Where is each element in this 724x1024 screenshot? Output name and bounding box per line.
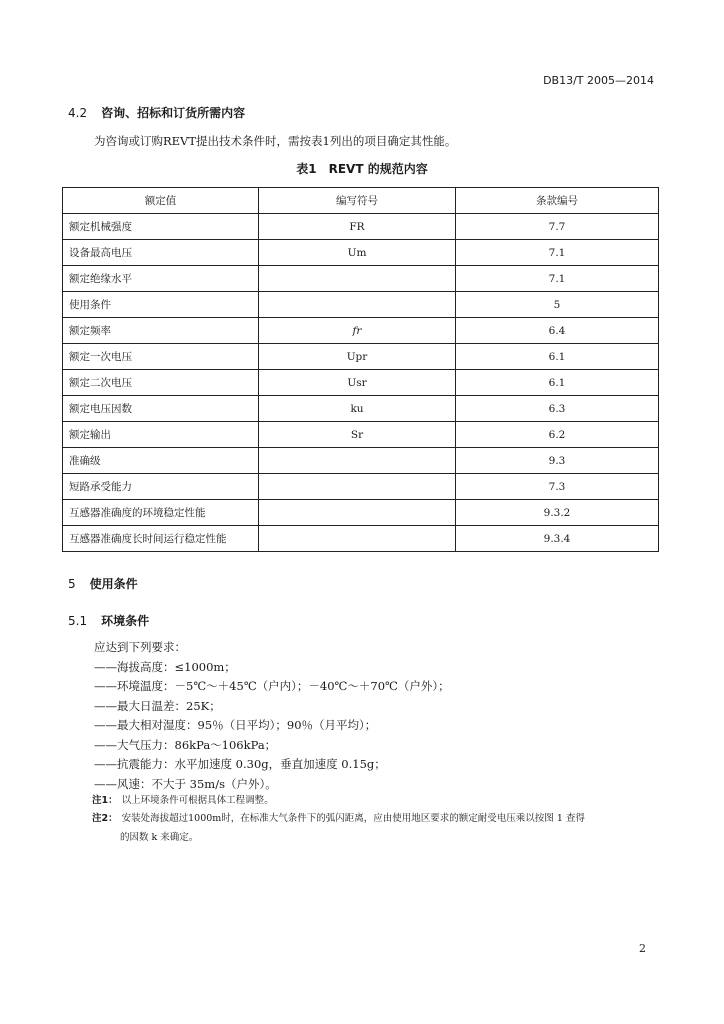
note-1 (92, 791, 647, 810)
list-item: ——风速：不大于 35m/s（户外）。 (94, 776, 277, 791)
table-caption: 表1 REVT 的规范内容 (296, 162, 428, 176)
document-id: DB13/T 2005—2014 (543, 74, 654, 87)
list-item: ——最大日温差：25K； (94, 698, 221, 713)
table-row (63, 526, 659, 552)
table-cell: 6.3 (456, 396, 659, 422)
table-row (63, 474, 659, 500)
table-cell: 额定机械强度 (63, 214, 259, 240)
table-cell: Upr (259, 344, 456, 370)
spec-table (62, 187, 659, 552)
section-5-1-heading (68, 612, 149, 629)
note-2 (92, 809, 647, 847)
table-cell: ku (259, 396, 456, 422)
section-title: 使用条件 (89, 577, 138, 591)
section-number: 4.2 (68, 106, 88, 120)
section-4-2-paragraph: 为咨询或订购REVT提出技术条件时，需按表1列出的项目确定其性能。 (94, 134, 457, 148)
table-cell: Usr (259, 370, 456, 396)
table-cell (259, 526, 456, 552)
list-item: ——海拔高度：≤1000m； (94, 659, 236, 674)
table-cell: 9.3 (456, 448, 659, 474)
table-cell: 互感器准确度长时间运行稳定性能 (63, 526, 259, 552)
table-row (63, 240, 659, 266)
table-cell: FR (259, 214, 456, 240)
table-row (63, 500, 659, 526)
note-text: 以上环境条件可根据具体工程调整。 (121, 795, 274, 806)
table-cell: 设备最高电压 (63, 240, 259, 266)
note-label: 注1： (92, 795, 118, 806)
column-header: 额定值 (63, 188, 259, 214)
table-cell (259, 474, 456, 500)
list-item: ——大气压力：86kPa～106kPa； (94, 737, 277, 752)
section-number: 5.1 (68, 614, 88, 628)
table-cell: 6.2 (456, 422, 659, 448)
table-cell: fr (259, 318, 456, 344)
table-cell: 5 (456, 292, 659, 318)
requirements-intro: 应达到下列要求： (94, 640, 186, 654)
note-text: 安装处海拔超过1000m时，在标准大气条件下的弧闪距离，应由使用地区要求的额定耐受电压乘以按图 1 查得 (121, 813, 585, 824)
table-cell: 额定输出 (63, 422, 259, 448)
table-cell: 互感器准确度的环境稳定性能 (63, 500, 259, 526)
table-cell: 7.7 (456, 214, 659, 240)
table-cell: 7.1 (456, 266, 659, 292)
note-label: 注2： (92, 813, 118, 824)
table-header-row (63, 188, 659, 214)
table-cell: 6.1 (456, 370, 659, 396)
list-item: ——环境温度：－5℃～＋45℃（户内）；－40℃～＋70℃（户外）； (94, 679, 450, 693)
table-row (63, 292, 659, 318)
table-cell: 额定一次电压 (63, 344, 259, 370)
table-cell: 额定绝缘水平 (63, 266, 259, 292)
column-header: 编写符号 (259, 188, 456, 214)
table-cell: 6.1 (456, 344, 659, 370)
table-row (63, 344, 659, 370)
table-cell: 7.1 (456, 240, 659, 266)
table-row (63, 422, 659, 448)
section-title: 环境条件 (101, 614, 150, 628)
section-title: 咨询、招标和订货所需内容 (101, 106, 246, 120)
section-number: 5 (68, 577, 76, 591)
table-row (63, 214, 659, 240)
table-cell: 额定频率 (63, 318, 259, 344)
table-cell: Sr (259, 422, 456, 448)
table-cell: 额定电压因数 (63, 396, 259, 422)
requirements-list (94, 638, 450, 794)
section-4-2-heading (68, 104, 245, 121)
table-cell: 6.4 (456, 318, 659, 344)
table-row (63, 266, 659, 292)
table-cell (259, 500, 456, 526)
table-cell: 额定二次电压 (63, 370, 259, 396)
table-cell: 准确级 (63, 448, 259, 474)
page-number: 2 (639, 942, 646, 955)
table-cell: 9.3.2 (456, 500, 659, 526)
table-row (63, 396, 659, 422)
table-row (63, 370, 659, 396)
table-cell (259, 292, 456, 318)
table-cell: 使用条件 (63, 292, 259, 318)
list-item: ——最大相对湿度：95％（日平均）；90％（月平均）； (94, 718, 377, 732)
table-cell: 短路承受能力 (63, 474, 259, 500)
table-row (63, 318, 659, 344)
list-item: ——抗震能力：水平加速度 0.30g，垂直加速度 0.15g； (94, 757, 386, 771)
table-row (63, 448, 659, 474)
note-text-continued: 的因数 k 来确定。 (120, 832, 199, 843)
table-cell: 9.3.4 (456, 526, 659, 552)
column-header: 条款编号 (456, 188, 659, 214)
table-cell (259, 266, 456, 292)
table-cell: Um (259, 240, 456, 266)
table-cell (259, 448, 456, 474)
table-cell: 7.3 (456, 474, 659, 500)
section-5-heading (68, 575, 138, 592)
